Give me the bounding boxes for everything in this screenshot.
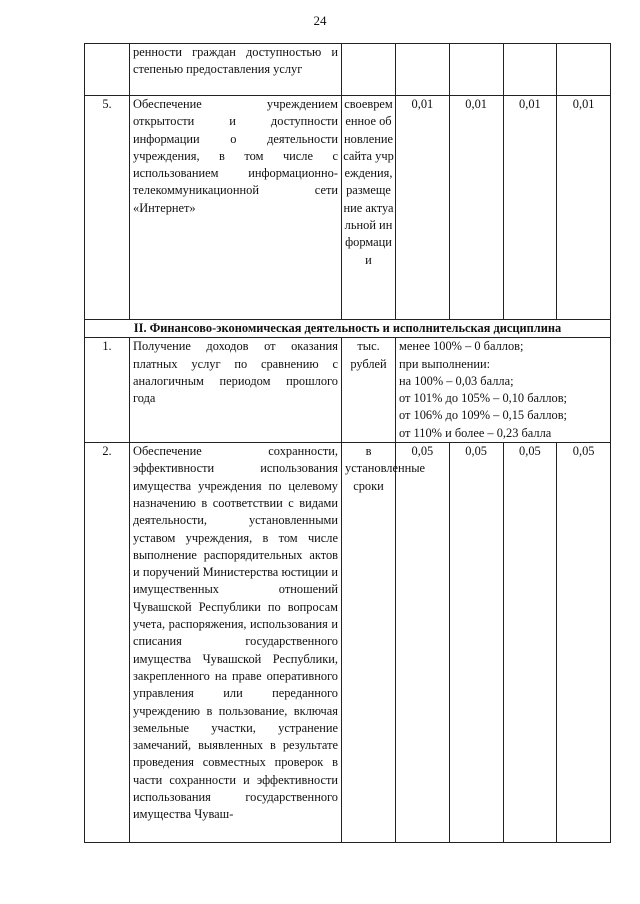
value-cell: 0,05 xyxy=(396,443,450,843)
value-cell: 0,01 xyxy=(557,96,611,320)
value-cell xyxy=(557,44,611,96)
row-number xyxy=(85,44,130,96)
indicator-name: Получение доходов от оказания платных услуг по сравнению с аналогичным периодом прошлого года xyxy=(130,338,342,443)
table-row xyxy=(85,338,611,443)
value-cell xyxy=(449,44,503,96)
criteria-line: от 110% и более – 0,23 балла xyxy=(399,425,552,440)
criteria-line: менее 100% – 0 баллов; xyxy=(399,339,524,354)
indicator-name: Обеспечение учреждением открытости и доступности информации о деятельности учреждения, в том числе с использованием информационно-телекоммуникационной сети «Интернет» xyxy=(130,96,342,320)
table-row xyxy=(85,443,611,843)
row-number: 1. xyxy=(85,338,130,443)
value-cell: 0,01 xyxy=(396,96,450,320)
value-cell: 0,05 xyxy=(557,443,611,843)
indicator-unit xyxy=(342,44,396,96)
table-row xyxy=(85,96,611,320)
value-cell: 0,01 xyxy=(503,96,557,320)
criteria-line: от 101% до 105% – 0,10 баллов; xyxy=(399,391,567,406)
indicator-unit: тыс. рублей xyxy=(342,338,396,443)
page-number: 24 xyxy=(313,13,327,28)
row-number: 2. xyxy=(85,443,130,843)
criteria-line: при выполнении: xyxy=(399,356,491,371)
row-number: 5. xyxy=(85,96,130,320)
value-cell xyxy=(396,44,450,96)
value-cell: 0,05 xyxy=(503,443,557,843)
criteria-cell xyxy=(396,338,611,443)
criteria-line: на 100% – 0,03 балла; xyxy=(399,373,514,388)
section-row xyxy=(85,320,611,338)
criteria-line: от 106% до 109% – 0,15 баллов; xyxy=(399,408,567,423)
indicator-name: ренности граждан доступностью и степенью предоставления услуг xyxy=(130,44,342,96)
indicator-unit: в установленные сроки xyxy=(342,443,396,843)
indicator-unit: своевременное обновление сайта учреждения, размещение актуальной информации xyxy=(342,96,396,320)
table-row xyxy=(85,44,611,96)
section-title: II. Финансово-экономическая деятельность и исполнительская дисциплина xyxy=(85,320,611,338)
value-cell: 0,01 xyxy=(449,96,503,320)
value-cell: 0,05 xyxy=(449,443,503,843)
value-cell xyxy=(503,44,557,96)
indicator-name: Обеспечение сохранности, эффективности использования имущества учреждения по целевому назначению в соответствии с видами деятельности, установленными уставом учреждения, в том числе выполнение распорядительных актов и поручений Министерства юстиции и имущественных отношений Чувашской Республики по вопросам учета, распоряжения, использования и списания государственного имущества Чувашской Республики, закрепленного на праве оперативного управления или переданного учреждению в пользование, включая земельные участки, устранение замечаний, выявленных в результате проведения совместных проверок в части сохранности и эффективности использования государственного имущества Чуваш- xyxy=(130,443,342,843)
indicators-table xyxy=(84,43,611,843)
